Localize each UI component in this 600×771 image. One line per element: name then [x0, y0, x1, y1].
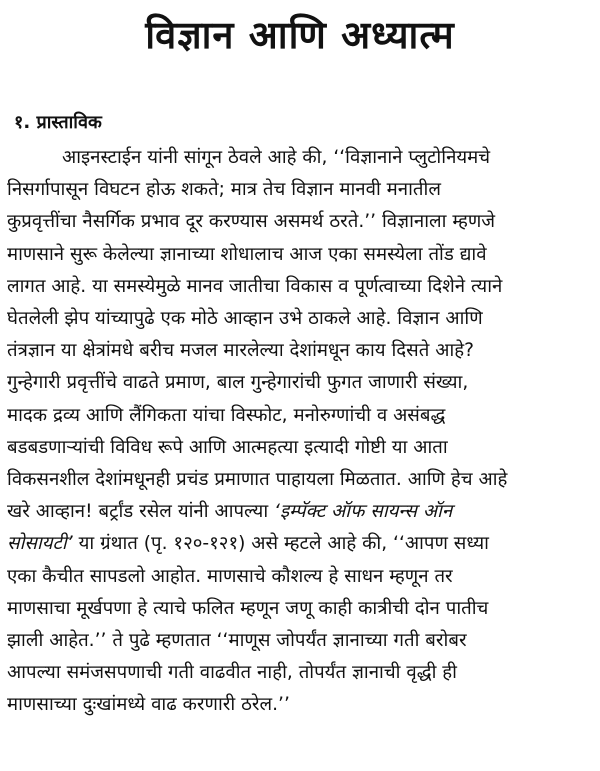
paragraph-line — [62, 142, 600, 174]
paragraph-line — [7, 657, 597, 689]
paragraph-line — [7, 432, 597, 464]
paragraph-line — [7, 593, 597, 625]
text-segment: घेतलेली झेप यांच्यापुढे एक मोठे आव्हान उभे ठाकले आहे. विज्ञान आणि — [7, 308, 483, 329]
text-segment: या ग्रंथात (पृ. १२०-१२१) असे म्हटले आहे की, ‘‘आपण सध्या — [72, 533, 489, 555]
text-segment: मादक द्रव्य आणि लैंगिकता यांचा विस्फोट, मनोरुग्णांची व असंबद्ध — [7, 404, 446, 426]
text-segment: निसर्गापासून विघटन होऊ शकते; मात्र तेच विज्ञान मानवी मनातील — [7, 179, 441, 201]
paragraph-line — [7, 625, 597, 657]
section-heading-text: प्रास्ताविक — [36, 112, 102, 133]
italic-text-segment: सोसायटी’ — [7, 533, 73, 555]
text-segment: माणसाने सुरू केलेल्या ज्ञानाच्या शोधालाच आज एका समस्येला तोंड द्यावे — [7, 243, 487, 265]
paragraph-line — [7, 367, 597, 399]
text-segment: तंत्रज्ञान या क्षेत्रांमधे बरीच मजल मारलेल्या देशांमधून काय दिसते आहे? — [7, 340, 474, 362]
text-segment: लागत आहे. या समस्येमुळे मानव जातीचा विकास व पूर्णत्वाच्या दिशेने त्याने — [7, 275, 503, 297]
paragraph-line — [7, 400, 597, 432]
text-segment: माणसाच्या दुःखांमध्ये वाढ करणारी ठरेल.’’ — [7, 694, 290, 716]
paragraph-line — [7, 303, 597, 335]
section-number: १. — [14, 112, 31, 133]
paragraph-line — [7, 174, 597, 206]
text-segment: माणसाचा मूर्खपणा हे त्याचे फलित म्हणून जणू काही कात्रीची दोन पातीच — [7, 597, 489, 619]
text-segment: विकसनशील देशांमधूनही प्रचंड प्रमाणात पाहायला मिळतात. आणि हेच आहे — [7, 469, 508, 490]
paragraph-line — [7, 335, 597, 367]
paragraph-line — [7, 561, 597, 593]
paragraph-line — [7, 239, 597, 271]
text-segment: आइनस्टाईन यांनी सांगून ठेवले आहे की, ‘‘विज्ञानाने प्लुटोनियमचे — [62, 147, 491, 168]
italic-text-segment: ‘इम्पॅक्ट ऑफ सायन्स ऑन — [274, 501, 453, 523]
paragraph-line — [7, 206, 597, 238]
text-segment: कुप्रवृत्तींचा नैसर्गिक प्रभाव दूर करण्यास असमर्थ ठरते.’’ विज्ञानाला म्हणजे — [7, 211, 496, 233]
paragraph-line — [7, 271, 597, 303]
text-segment: खरे आव्हान! बर्ट्रांड रसेल यांनी आपल्या — [7, 501, 275, 523]
text-segment: झाली आहेत.’’ ते पुढे म्हणतात ‘‘माणूस जोपर्यंत ज्ञानाच्या गती बरोबर — [7, 630, 467, 651]
paragraph-line — [7, 689, 597, 721]
paragraph-line — [7, 528, 597, 560]
text-segment: आपल्या समंजसपणाची गती वाढवीत नाही, तोपर्यंत ज्ञानाची वृद्धी ही — [7, 662, 457, 684]
paragraph-line — [7, 464, 597, 496]
text-segment: एका कैचीत सापडलो आहोत. माणसाचे कौशल्य हे साधन म्हणून तर — [7, 565, 453, 587]
text-segment: गुन्हेगारी प्रवृत्तींचे वाढते प्रमाण, बाल गुन्हेगारांची फुगत जाणारी संख्या, — [7, 372, 469, 394]
page-title: विज्ञान आणि अध्यात्म — [145, 13, 455, 57]
paragraph-line — [7, 496, 597, 528]
text-segment: बडबडणाऱ्यांची विविध रूपे आणि आत्महत्या इत्यादी गोष्टी या आता — [7, 436, 448, 458]
section-heading — [14, 110, 102, 136]
